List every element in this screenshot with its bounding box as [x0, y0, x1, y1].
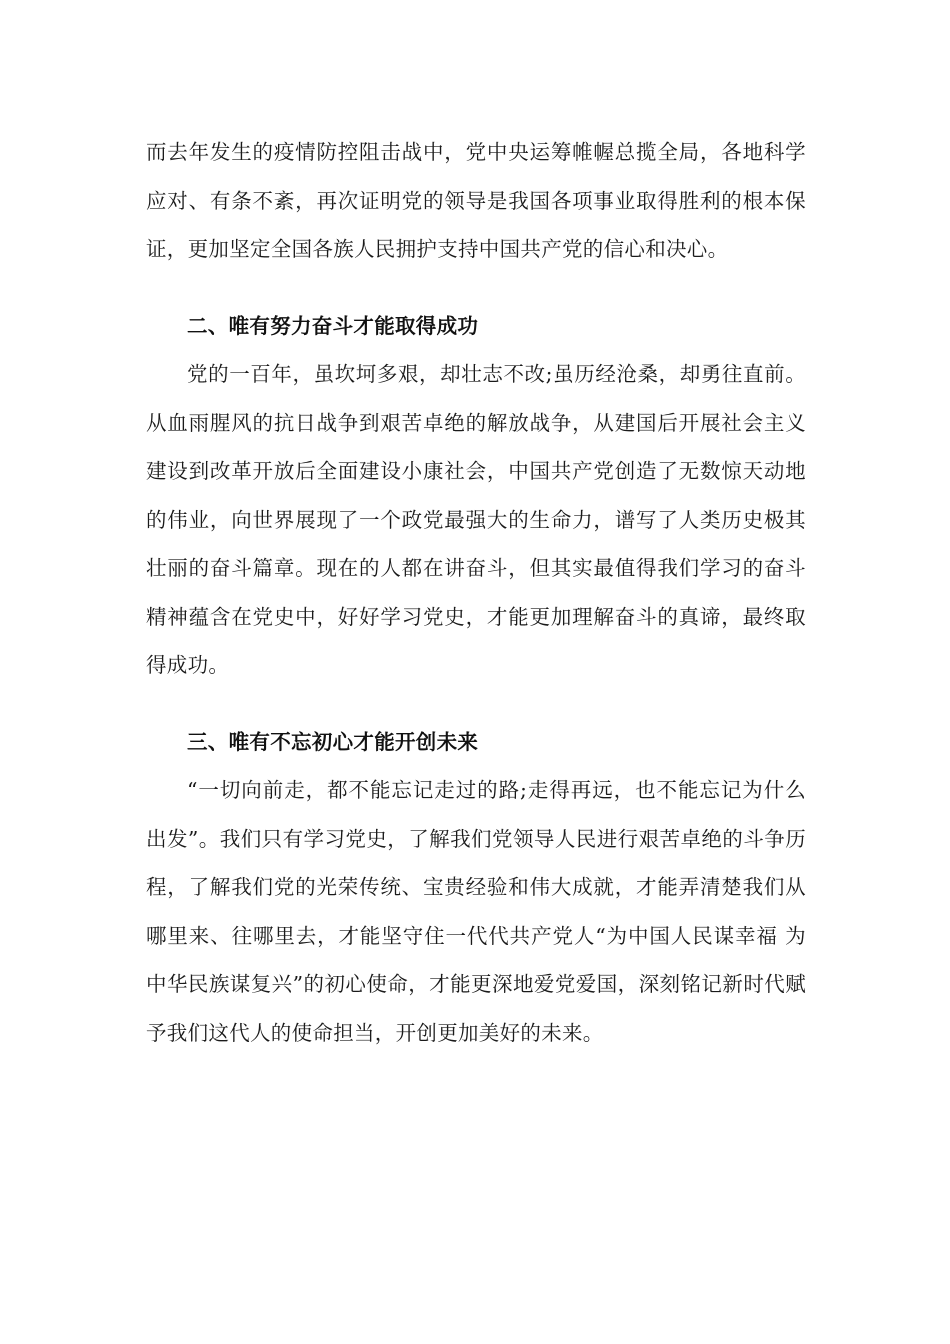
body-paragraph-struggle: 党的一百年，虽坎坷多艰，却壮志不改;虽历经沧桑，却勇往直前。从血雨腥风的抗日战争到艰苦卓绝的解放战争，从建国后开展社会主义建设到改革开放后全面建设小康社会，中国共产党创造了无数惊天动地的伟业，向世界展现了一个政党最强大的生命力，谱写了人类历史极其壮丽的奋斗篇章。现在的人都在讲奋斗，但其实最值得我们学习的奋斗精神蕴含在党史中，好好学习党史，才能更加理解奋斗的真谛，最终取得成功。	[146, 362, 806, 677]
paragraph-spacer	[146, 274, 806, 302]
document-body	[146, 128, 806, 1057]
body-paragraph-original-aspiration: “一切向前走，都不能忘记走过的路;走得再远，也不能忘记为什么出发”。我们只有学习党史，了解我们党领导人民进行艰苦卓绝的斗争历程，了解我们党的光荣传统、宝贵经验和伟大成就，才能弄清楚我们从哪里来、往哪里去，才能坚守住一代代共产党人“为中国人民谋幸福 为中华民族谋复兴”的初心使命，才能更深地爱党爱国，深刻铭记新时代赋予我们这代人的使命担当，开创更加美好的未来。	[146, 778, 806, 1045]
body-paragraph-continuation: 而去年发生的疫情防控阻击战中，党中央运筹帷幄总揽全局，各地科学应对、有条不紊，再次证明党的领导是我国各项事业取得胜利的根本保证，更加坚定全国各族人民拥护支持中国共产党的信心和决心。	[146, 140, 806, 261]
section-heading-2: 二、唯有努力奋斗才能取得成功	[187, 313, 479, 338]
paragraph-spacer	[146, 690, 806, 718]
section-heading-3: 三、唯有不忘初心才能开创未来	[187, 729, 479, 754]
